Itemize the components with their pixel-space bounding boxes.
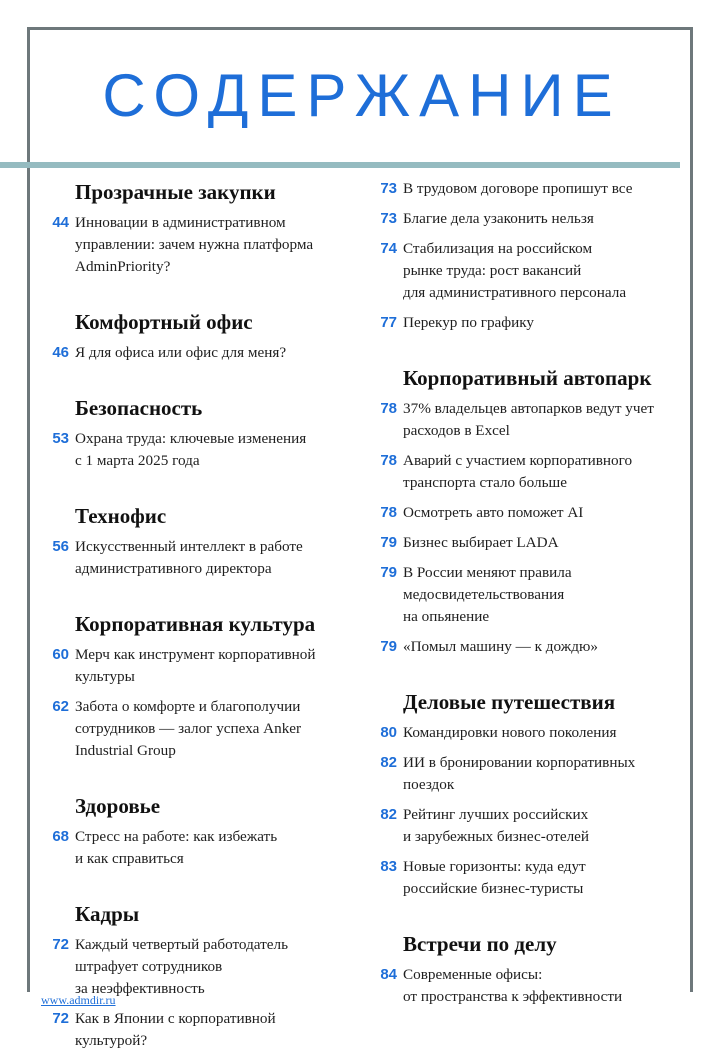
section-gap: [38, 878, 348, 892]
entry-title: Я для офиса или офис для меня?: [75, 344, 287, 361]
entry-title: В трудовом договоре пропишут все: [403, 180, 633, 197]
page-number: 79: [380, 564, 397, 581]
entry-title: Искусственный интеллект в работе административного директора: [75, 538, 303, 577]
section-gap: [366, 666, 684, 680]
toc-entry[interactable]: [366, 752, 684, 796]
page-number: 60: [52, 646, 69, 663]
page-number: 56: [52, 538, 69, 555]
page-number: 79: [380, 534, 397, 551]
entry-title: Бизнес выбирает LADA: [403, 534, 559, 551]
entry-title: 37% владельцев автопарков ведут учет расходов в Excel: [403, 400, 654, 439]
entry-title: Как в Японии с корпоративной культурой?: [75, 1010, 276, 1049]
entry-title: Благие дела узаконить нельзя: [403, 210, 594, 227]
entry-title: Охрана труда: ключевые изменения с 1 марта 2025 года: [75, 430, 307, 469]
page-number: 82: [380, 754, 397, 771]
section-gap: [38, 372, 348, 386]
page-number: 72: [52, 1010, 69, 1027]
toc-entry[interactable]: [366, 450, 684, 494]
toc-right-column: [366, 170, 684, 1016]
section-gap: [38, 286, 348, 300]
page-number: 78: [380, 400, 397, 417]
page-number: 83: [380, 858, 397, 875]
section-gap: [38, 770, 348, 784]
section-title: Комфортный офис: [75, 310, 253, 334]
page-number: 80: [380, 724, 397, 741]
page-number: 72: [52, 936, 69, 953]
toc-entry[interactable]: [366, 178, 684, 200]
section-title: Безопасность: [75, 396, 203, 420]
entry-title: Инновации в административном управлении: зачем нужна платформа AdminPriority?: [75, 214, 314, 275]
toc-entry[interactable]: [366, 238, 684, 304]
toc-entry[interactable]: [366, 532, 684, 554]
entry-title: Мерч как инструмент корпоративной культуры: [75, 646, 316, 685]
page-number: 46: [52, 344, 69, 361]
entry-title: Забота о комфорте и благополучии сотрудников — залог успеха Anker Industrial Group: [75, 698, 302, 759]
section-gap: [366, 342, 684, 356]
section-title: Встречи по делу: [403, 932, 557, 956]
page-title: СОДЕРЖАНИЕ: [102, 62, 622, 129]
toc-entry[interactable]: [366, 964, 684, 1008]
section-title: Корпоративный автопарк: [403, 366, 652, 390]
section-gap: [366, 908, 684, 922]
column-top-spacer: [366, 170, 684, 178]
toc-entry[interactable]: [38, 212, 348, 278]
toc-entry[interactable]: [38, 934, 348, 1000]
page-number: 78: [380, 452, 397, 469]
entry-title: Рейтинг лучших российских и зарубежных бизнес-отелей: [403, 806, 590, 845]
page-number: 78: [380, 504, 397, 521]
section-gap: [38, 588, 348, 602]
footer-url-link[interactable]: www.admdir.ru: [41, 993, 116, 1007]
entry-title: Перекур по графику: [403, 314, 534, 331]
toc-entry[interactable]: [38, 342, 348, 364]
section-gap: [38, 480, 348, 494]
toc-entry[interactable]: [366, 804, 684, 848]
toc-entry[interactable]: [38, 536, 348, 580]
toc-entry[interactable]: [38, 428, 348, 472]
toc-entry[interactable]: [38, 644, 348, 688]
entry-title: «Помыл машину — к дождю»: [403, 638, 598, 655]
toc-entry[interactable]: [366, 722, 684, 744]
page-number: 53: [52, 430, 69, 447]
toc-entry[interactable]: [38, 1008, 348, 1052]
entry-title: Осмотреть авто поможет AI: [403, 504, 584, 521]
page-number: 62: [52, 698, 69, 715]
entry-title: Аварий с участием корпоративного транспорта стало больше: [403, 452, 633, 491]
toc-entry[interactable]: [38, 826, 348, 870]
entry-title: Командировки нового поколения: [403, 724, 617, 741]
page-number: 73: [380, 210, 397, 227]
toc-entry[interactable]: [366, 562, 684, 628]
section-title: Здоровье: [75, 794, 161, 818]
section-title: Кадры: [75, 902, 140, 926]
toc-entry[interactable]: [366, 312, 684, 334]
entry-title: Новые горизонты: куда едут российские бизнес-туристы: [403, 858, 586, 897]
toc-entry[interactable]: [366, 398, 684, 442]
page-number: 82: [380, 806, 397, 823]
toc-entry[interactable]: [366, 502, 684, 524]
section-title: Корпоративная культура: [75, 612, 316, 636]
toc-entry[interactable]: [366, 208, 684, 230]
page-number: 73: [380, 180, 397, 197]
page-number: 68: [52, 828, 69, 845]
entry-title: ИИ в бронировании корпоративных поездок: [403, 754, 636, 793]
entry-title: Современные офисы: от пространства к эффективности: [403, 966, 623, 1005]
entry-title: В России меняют правила медосвидетельствования на опьянение: [403, 564, 572, 625]
toc-entry[interactable]: [38, 696, 348, 762]
toc-entry[interactable]: [366, 636, 684, 658]
section-title: Технофис: [75, 504, 167, 528]
entry-title: Каждый четвертый работодатель штрафует сотрудников за неэффективность: [75, 936, 289, 997]
page-number: 84: [380, 966, 397, 983]
toc-left-column: [38, 170, 348, 1060]
page-number: 74: [380, 240, 397, 257]
toc-entry[interactable]: [366, 856, 684, 900]
title-divider: [0, 162, 680, 168]
page-number: 44: [52, 214, 69, 231]
entry-title: Стресс на работе: как избежать и как справиться: [75, 828, 278, 867]
page-number: 77: [380, 314, 397, 331]
page-number: 79: [380, 638, 397, 655]
section-title: Деловые путешествия: [403, 690, 616, 714]
entry-title: Стабилизация на российском рынке труда: рост вакансий для административного персонала: [403, 240, 627, 301]
section-title: Прозрачные закупки: [75, 180, 276, 204]
